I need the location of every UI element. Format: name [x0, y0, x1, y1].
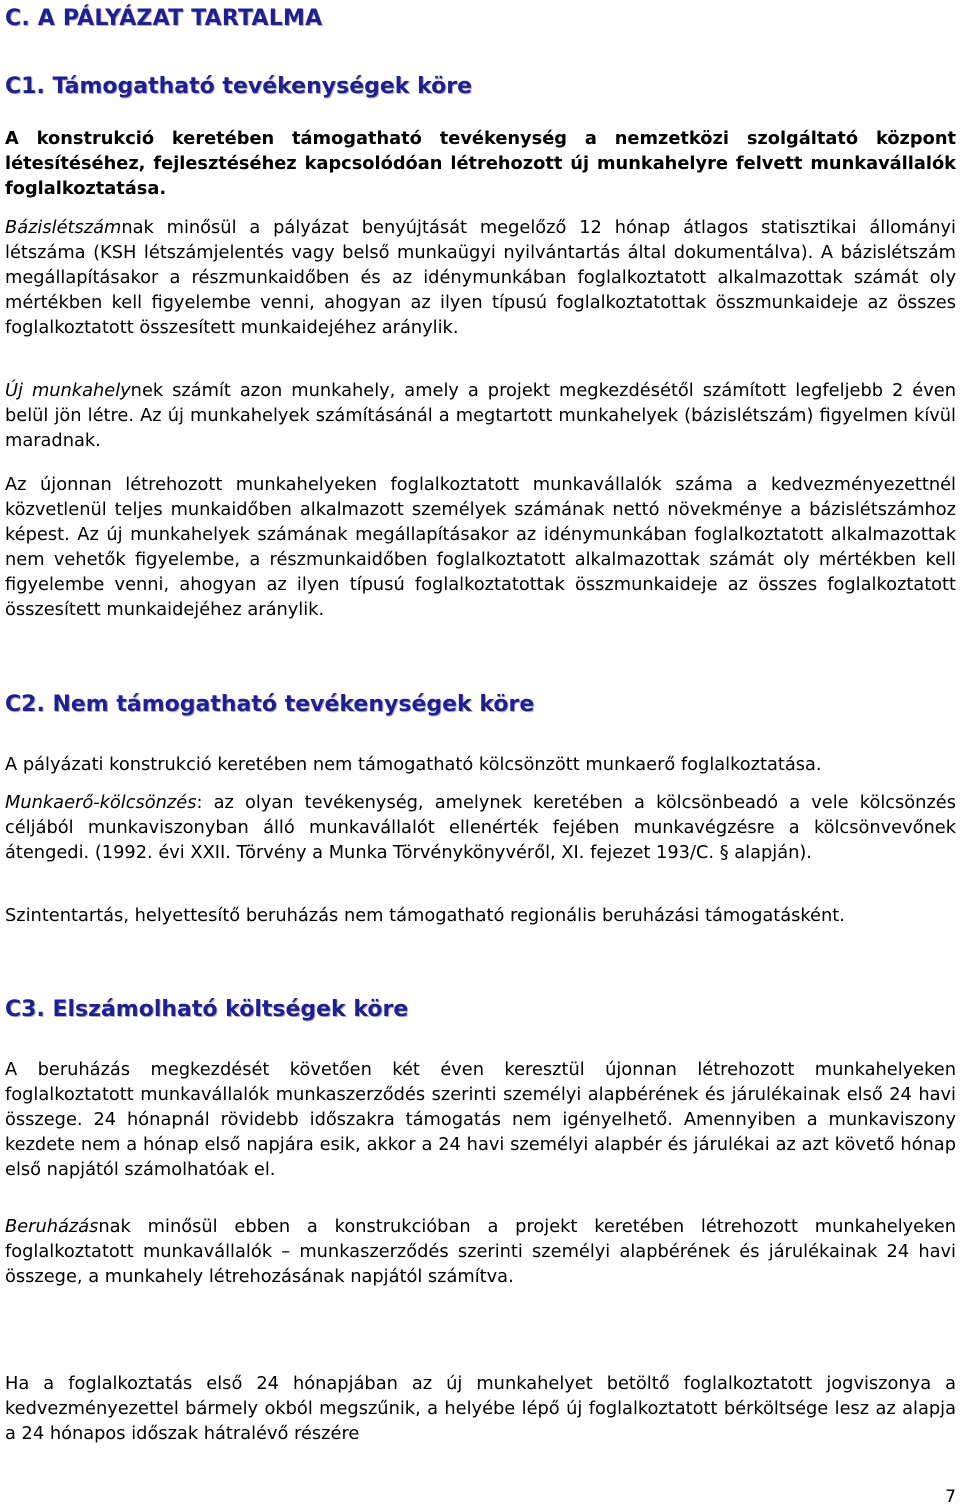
- paragraph-text: Ha a foglalkoztatás első 24 hónapjában az új munkahelyet betöltő foglalkoztatott jogviszonya a kedvezményezettel bármely okból megszűnik, a helyébe lépő új foglalkoztatott bérköltsége lesz az alapja a 24 hónapos időszak hátralévő részére: [5, 1373, 956, 1444]
- section-heading-c3: C3. Elszámolható költségek köre: [5, 997, 409, 1022]
- paragraph-beruhazas: [5, 1214, 956, 1289]
- paragraph-text: : az olyan tevékenység, amelynek keretében a kölcsönbeadó a vele kölcsönzés céljából munkaviszonyban álló munkavállalót ellenérték fejében munkavégzésre a kölcsönvevőnek átengedi. (1992. évi XXII. Törvény a Munka Törvénykönyvéről, XI. fejezet 193/C. § alapján).: [5, 792, 956, 863]
- paragraph-text: A beruházás megkezdését követően két éven keresztül újonnan létrehozott munkahelyeken foglalkoztatott munkavállalók munkaszerződés szerinti személyi alapbérének és járulékainak első 24 havi összege. 24 hónapnál rövidebb időszakra támogatás nem igényelhető. Amennyiben a munkaviszony kezdete nem a hónap első napjára esik, akkor a 24 havi személyi alapbér és járulékai az azt követő hónap első napjától számolhatóak el.: [5, 1059, 956, 1180]
- term-lead: Bázislétszám: [5, 217, 122, 238]
- section-heading-c2: C2. Nem támogatható tevékenységek köre: [5, 692, 535, 717]
- paragraph-munkaero-kolcsonzes: [5, 790, 956, 865]
- paragraph-text: A pályázati konstrukció keretében nem támogatható kölcsönzött munkaerő foglalkoztatása.: [5, 754, 822, 775]
- term-lead: Munkaerő-kölcsönzés: [5, 792, 197, 813]
- paragraph-text: nak minősül ebben a konstrukcióban a projekt keretében létrehozott munkahelyeken foglalkoztatott munkavállalók – munkaszerződés szerinti személyi alapbérének és járulékainak 24 havi összege, a munkahely létrehozásának napjától számítva.: [5, 1216, 956, 1287]
- page-title: C. A PÁLYÁZAT TARTALMA: [5, 6, 323, 31]
- paragraph-text: A konstrukció keretében támogatható tevékenység a nemzetközi szolgáltató központ létesítéséhez, fejlesztéséhez kapcsolódóan létrehozott új munkahelyre felvett munkavállalók foglalkoztatása.: [5, 128, 956, 199]
- paragraph-c2-intro: [5, 752, 956, 777]
- paragraph-c1-netto: [5, 472, 956, 622]
- paragraph-text: Szintentartás, helyettesítő beruházás nem támogatható regionális beruházási támogatásként.: [5, 905, 845, 926]
- paragraph-uj-munkahely: [5, 378, 956, 453]
- paragraph-szintentartas: [5, 903, 956, 928]
- paragraph-c3-foglalkoztatas: [5, 1371, 956, 1446]
- paragraph-c1-intro: [5, 126, 956, 201]
- paragraph-text: nek számít azon munkahely, amely a projekt megkezdésétől számított legfeljebb 2 éven belül jön létre. Az új munkahelyek számításánál a megtartott munkahelyek (bázislétszám) figyelmen kívül maradnak.: [5, 380, 956, 451]
- paragraph-bazisletszam: [5, 215, 956, 340]
- section-heading-c1: C1. Támogatható tevékenységek köre: [5, 74, 472, 99]
- paragraph-c3-intro: [5, 1057, 956, 1182]
- paragraph-text: Az újonnan létrehozott munkahelyeken foglalkoztatott munkavállalók száma a kedvezményezettnél közvetlenül teljes munkaidőben alkalmazott személyek számának nettó növekménye a bázislétszámhoz képest. Az új munkahelyek számának megállapításakor az idénymunkában foglalkoztatott alkalmazottak nem vehetők figyelembe, a részmunkaidőben foglalkoztatott alkalmazottak számát oly mértékben kell figyelembe venni, ahogyan az ilyen típusú foglalkoztatottak összmunkaideje az összes foglalkoztatott összesített munkaidejéhez aránylik.: [5, 474, 956, 620]
- term-lead: Új munkahely: [5, 380, 131, 401]
- page-number: 7: [945, 1487, 956, 1507]
- paragraph-text: nak minősül a pályázat benyújtását megelőző 12 hónap átlagos statisztikai állományi létszáma (KSH létszámjelentés vagy belső munkaügyi nyilvántartás által dokumentálva). A bázislétszám megállapításakor a részmunkaidőben és az idénymunkában foglalkoztatott alkalmazottak számát oly mértékben kell figyelembe venni, ahogyan az ilyen típusú foglalkoztatottak összmunkaideje az összes foglalkoztatott összesített munkaidejéhez aránylik.: [5, 217, 956, 338]
- term-lead: Beruházás: [5, 1216, 99, 1237]
